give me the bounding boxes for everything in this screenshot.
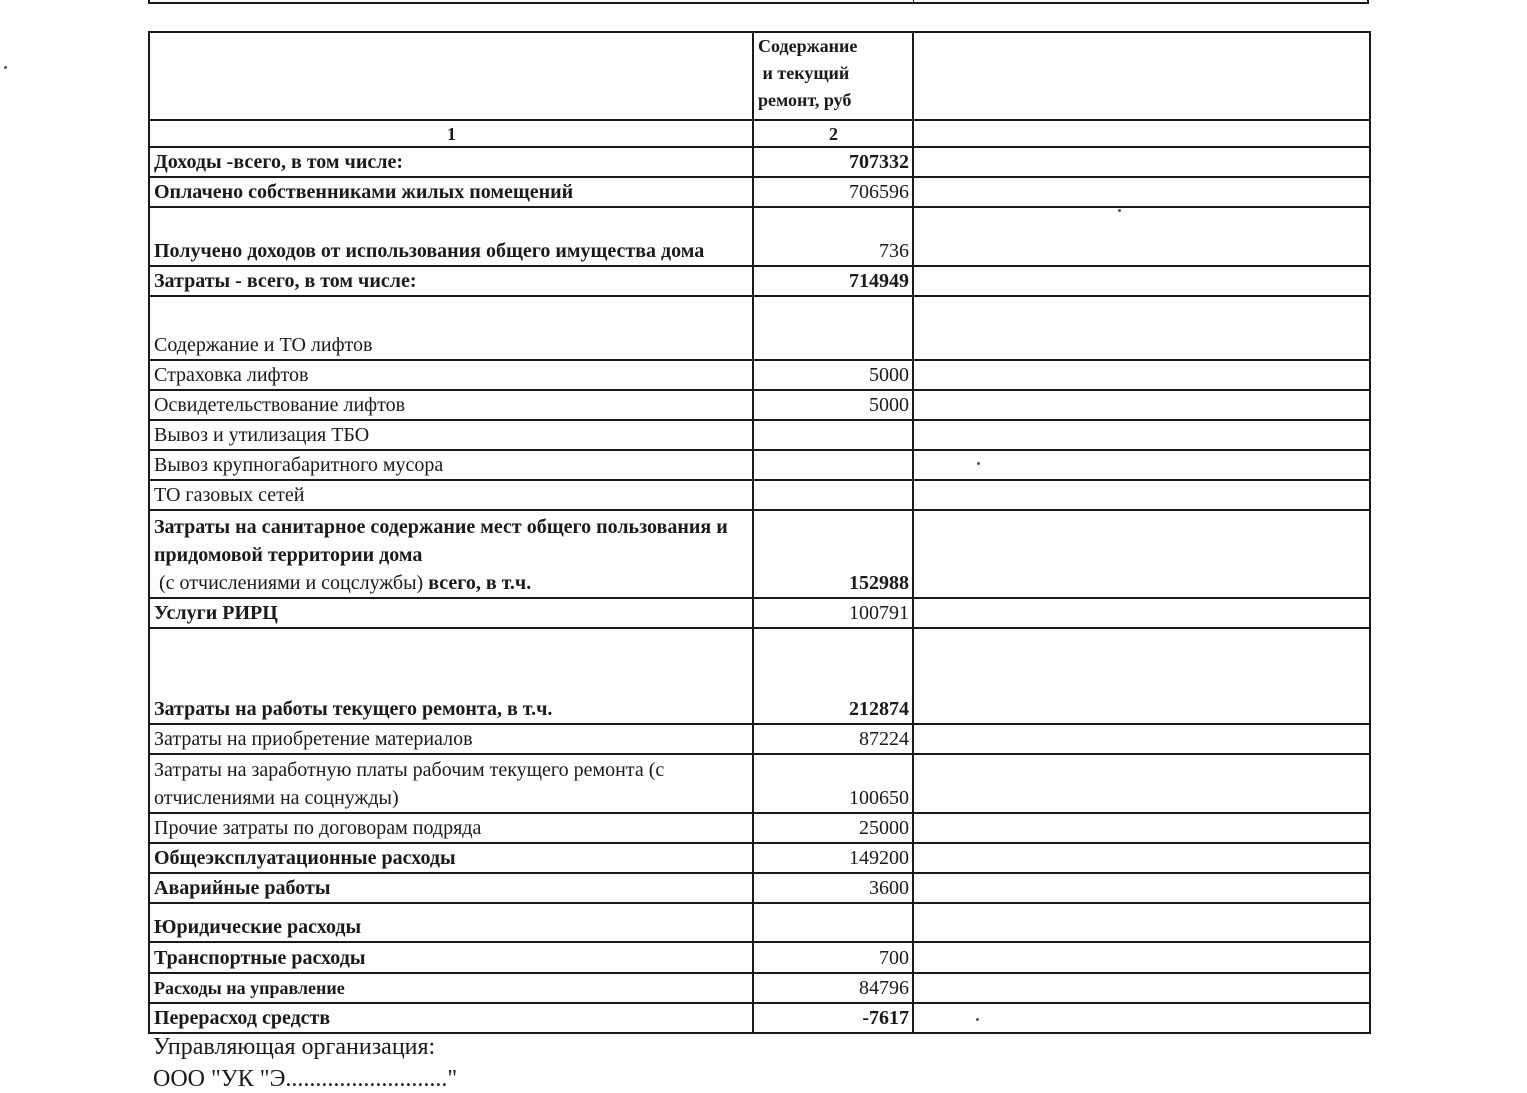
table-row (149, 873, 1370, 903)
row-label: Содержание и ТО лифтов (149, 296, 753, 360)
row-value: 736 (753, 207, 913, 266)
table-row (149, 296, 1370, 360)
row-value: 5000 (753, 360, 913, 390)
table-row (149, 480, 1370, 510)
row-value: 152988 (753, 510, 913, 598)
row-label: Оплачено собственниками жилых помещений (149, 177, 753, 207)
row-value: 706596 (753, 177, 913, 207)
previous-table-bottom-edge (148, 0, 1369, 4)
row-value (753, 296, 913, 360)
table-row (149, 177, 1370, 207)
table-row (149, 843, 1370, 873)
table-row (149, 360, 1370, 390)
table-row (149, 510, 1370, 598)
row-label: Освидетельствование лифтов (149, 390, 753, 420)
table-header-row (149, 32, 1370, 120)
table-row (149, 724, 1370, 754)
row-value: 3600 (753, 873, 913, 903)
row-value: 714949 (753, 266, 913, 296)
row-value: 100791 (753, 598, 913, 628)
row-label: Затраты на приобретение материалов (149, 724, 753, 754)
row-label: Расходы на управление (149, 973, 753, 1003)
table-row (149, 147, 1370, 177)
row-value: 212874 (753, 628, 913, 724)
table-row (149, 973, 1370, 1003)
row-value: 100650 (753, 754, 913, 813)
table-row (149, 207, 1370, 266)
column-number-row (149, 120, 1370, 147)
row-label: Транспортные расходы (149, 942, 753, 973)
row-label: ТО газовых сетей (149, 480, 753, 510)
footer-org-label: Управляющая организация: (153, 1034, 436, 1060)
row-label: Аварийные работы (149, 873, 753, 903)
row-label: Услуги РИРЦ (149, 598, 753, 628)
scan-speck (976, 1018, 979, 1021)
financial-report-table (148, 31, 1371, 1034)
row-label: Затраты на заработную платы рабочим текущего ремонта (с отчислениями на соцнужды) (149, 754, 753, 813)
table-row (149, 813, 1370, 843)
row-label: Доходы -всего, в том числе: (149, 147, 753, 177)
table-row (149, 628, 1370, 724)
header-col1 (149, 32, 753, 120)
table-row (149, 903, 1370, 942)
row-label: Вывоз крупногабаритного мусора (149, 450, 753, 480)
row-value: 700 (753, 942, 913, 973)
row-value: -7617 (753, 1003, 913, 1033)
row-value: 25000 (753, 813, 913, 843)
scan-speck (1118, 209, 1121, 212)
header-col3 (913, 32, 1370, 120)
row-label: Перерасход средств (149, 1003, 753, 1033)
row-value (753, 420, 913, 450)
row-label: Вывоз и утилизация ТБО (149, 420, 753, 450)
row-label: Прочие затраты по договорам подряда (149, 813, 753, 843)
row-label: Общеэксплуатационные расходы (149, 843, 753, 873)
row-value: 5000 (753, 390, 913, 420)
col-number-1: 1 (149, 120, 753, 147)
row-label: Страховка лифтов (149, 360, 753, 390)
table-row (149, 598, 1370, 628)
table-row (149, 420, 1370, 450)
table-row (149, 942, 1370, 973)
row-value: 707332 (753, 147, 913, 177)
row-label: Затраты на работы текущего ремонта, в т.ч. (149, 628, 753, 724)
header-col2: Содержание и текущий ремонт, руб (753, 32, 913, 120)
row-value (753, 903, 913, 942)
row-value: 84796 (753, 973, 913, 1003)
table-row (149, 450, 1370, 480)
row-label: Получено доходов от использования общего имущества дома (149, 207, 753, 266)
row-value (753, 480, 913, 510)
table-row (149, 1003, 1370, 1033)
scan-speck (977, 462, 980, 465)
table-row (149, 754, 1370, 813)
row-label: Затраты - всего, в том числе: (149, 266, 753, 296)
row-value: 149200 (753, 843, 913, 873)
footer-org-name: ООО "УК "Э..........................." (153, 1066, 458, 1092)
row-label: Затраты на санитарное содержание мест общего пользования и придомовой территории дома (с отчислениями и соцслужбы) всего, в т.ч. (149, 510, 753, 598)
row-value (753, 450, 913, 480)
row-label: Юридические расходы (149, 903, 753, 942)
table-row (149, 390, 1370, 420)
table-row (149, 266, 1370, 296)
row-value: 87224 (753, 724, 913, 754)
scan-speck (4, 66, 7, 69)
col-number-2: 2 (753, 120, 913, 147)
